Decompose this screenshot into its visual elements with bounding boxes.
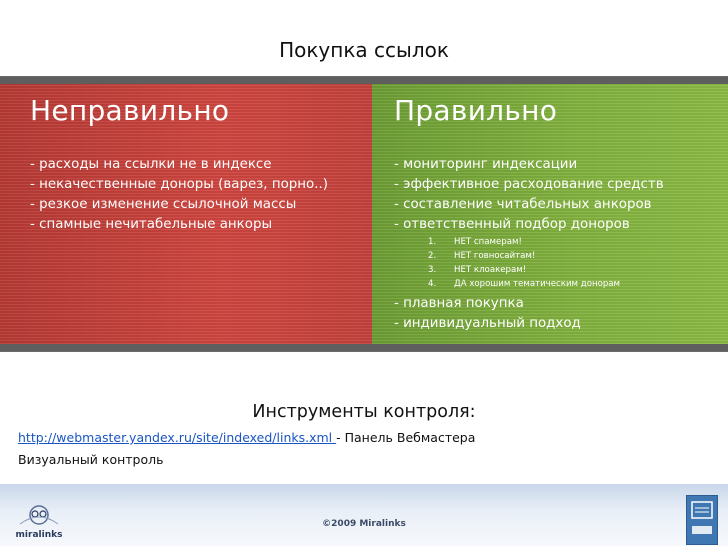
right-item: - плавная покупка xyxy=(394,296,524,311)
donor-sublist xyxy=(394,235,728,291)
right-list xyxy=(394,155,728,235)
visual-control-text: Визуальный контроль xyxy=(18,452,164,467)
rbc-badge-icon xyxy=(686,495,718,545)
wrong-heading: Неправильно xyxy=(30,94,230,127)
subitem-number: 3. xyxy=(428,265,437,275)
footer-bar xyxy=(0,484,728,546)
subitem-text: ДА хорошим тематическим донорам xyxy=(454,279,621,289)
wrong-panel xyxy=(0,84,372,344)
right-heading: Правильно xyxy=(394,94,558,127)
wrong-item: - некачественные доноры (варез, порно..) xyxy=(30,177,328,192)
subitem-number: 4. xyxy=(428,279,437,289)
webmaster-link[interactable]: http://webmaster.yandex.ru/site/indexed/links.xml xyxy=(18,430,337,445)
right-panel xyxy=(372,84,728,344)
badge-graphic-icon xyxy=(687,496,717,544)
donor-subitem xyxy=(428,235,728,249)
subitem-text: НЕТ говносайтам! xyxy=(454,251,536,261)
right-item: - составление читабельных анкоров xyxy=(394,197,652,212)
copyright: ©2009 Miralinks xyxy=(322,519,406,529)
tools-title: Инструменты контроля: xyxy=(252,402,476,422)
right-list-continued xyxy=(394,294,728,334)
subitem-text: НЕТ клоакерам! xyxy=(454,265,527,275)
comparison-panels xyxy=(0,76,728,352)
subitem-number: 2. xyxy=(428,251,437,261)
right-item: - мониторинг индексации xyxy=(394,157,578,172)
slide-title: Покупка ссылок xyxy=(279,38,449,62)
wrong-item: - расходы на ссылки не в индексе xyxy=(30,157,272,172)
subitem-number: 1. xyxy=(428,237,437,247)
wrong-item: - резкое изменение ссылочной массы xyxy=(30,197,297,212)
donor-subitem xyxy=(428,249,728,263)
wrong-list xyxy=(30,155,372,235)
subitem-text: НЕТ спамерам! xyxy=(454,237,522,247)
tools-link-line xyxy=(18,430,475,445)
logo-text: miralinks xyxy=(15,530,63,540)
donor-subitem xyxy=(428,263,728,277)
wrong-item: - спамные нечитабельные анкоры xyxy=(30,217,273,232)
right-item: - эффективное расходование средств xyxy=(394,177,664,192)
right-item: - индивидуальный подход xyxy=(394,316,581,331)
donor-subitem xyxy=(428,277,728,291)
webmaster-link-description: - Панель Вебмастера xyxy=(336,430,476,445)
right-item: - ответственный подбор доноров xyxy=(394,217,630,232)
